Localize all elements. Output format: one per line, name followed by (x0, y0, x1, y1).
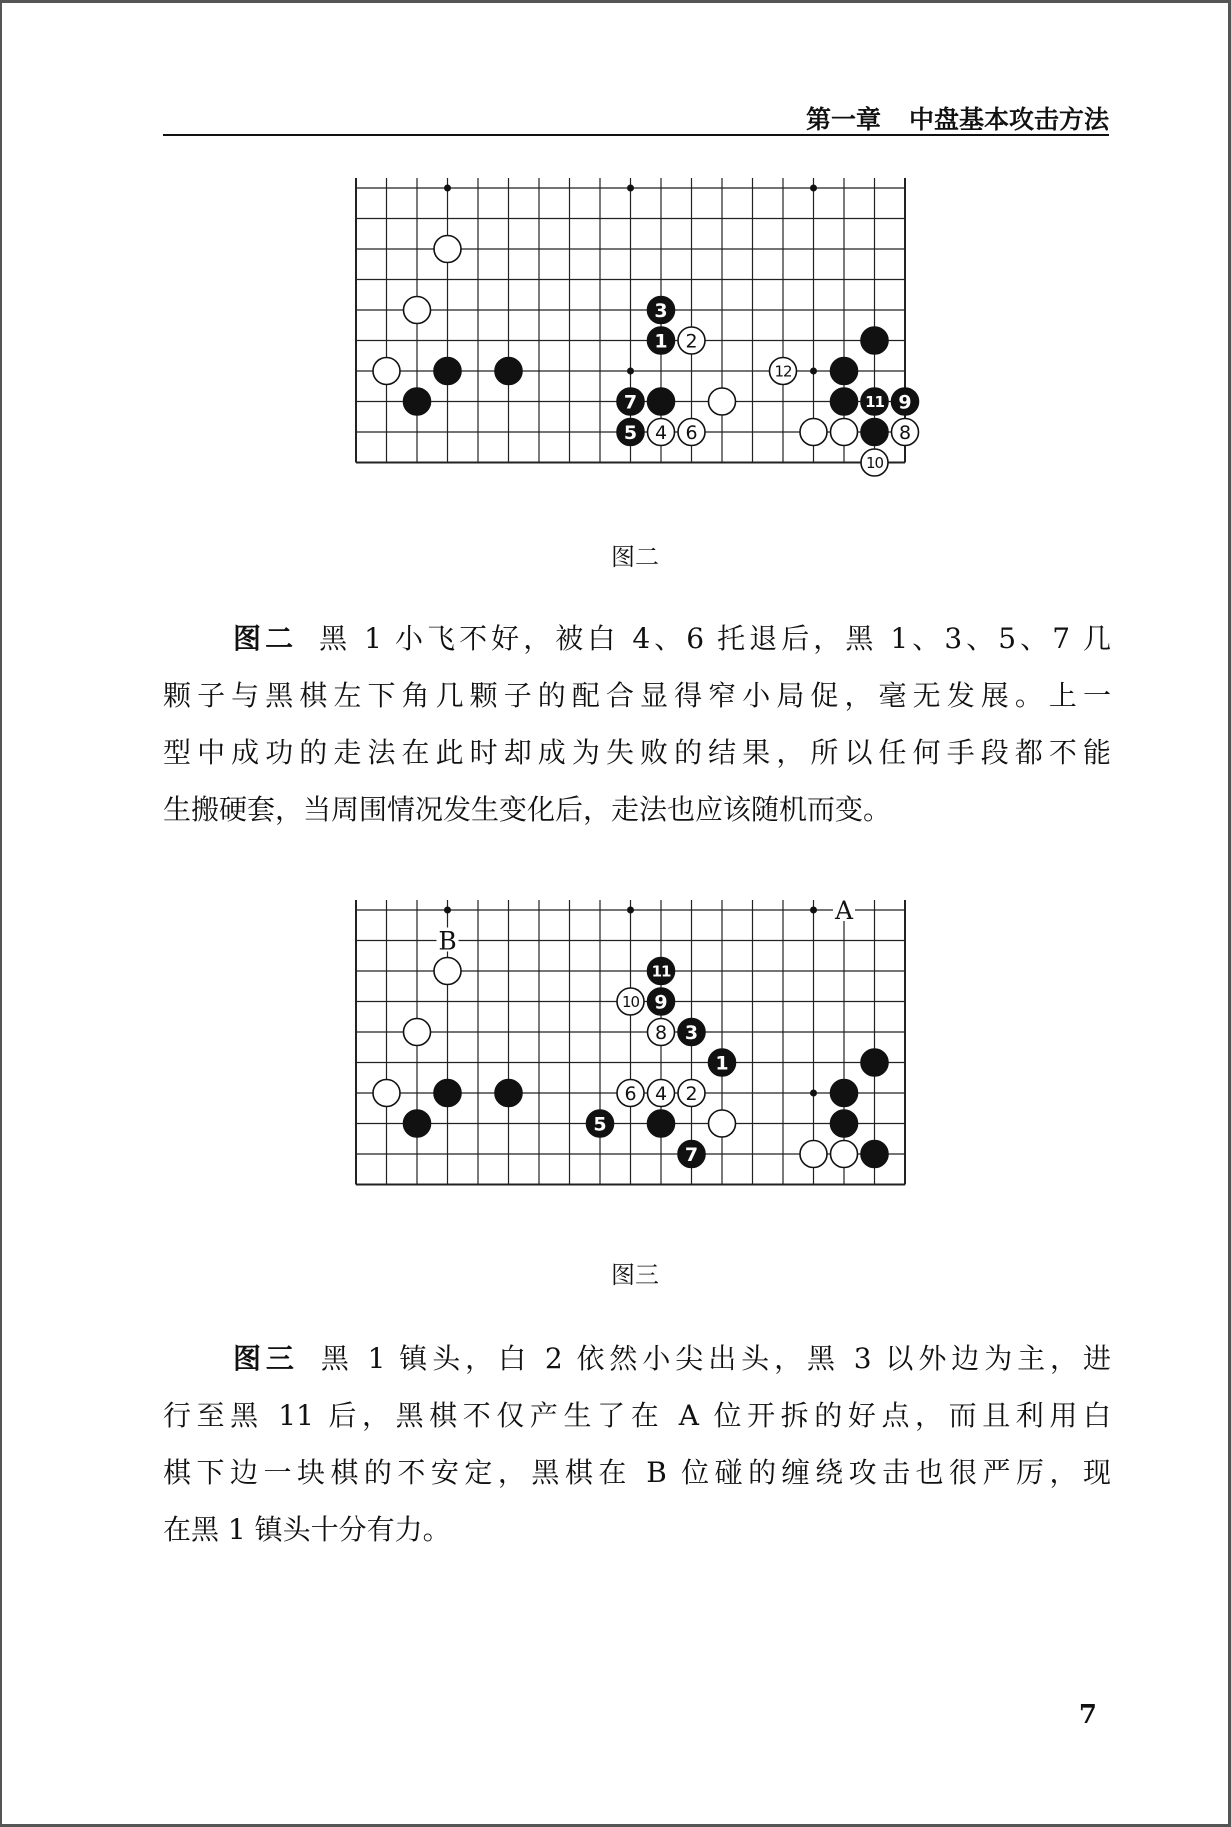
stone-body (648, 388, 675, 415)
white-stone (373, 1080, 400, 1107)
white-stone (800, 1141, 827, 1168)
move-number: 5 (623, 421, 638, 444)
black-stone (861, 1141, 888, 1168)
black-stone (678, 1141, 705, 1168)
paragraph-label: 图三 (233, 1342, 299, 1375)
running-header (163, 100, 1109, 136)
black-stone (404, 388, 431, 415)
star-point (810, 368, 817, 375)
black-stone (892, 388, 919, 415)
stone-body (861, 1049, 888, 1076)
go-diagram-figure-3 (354, 896, 914, 1200)
star-point (810, 907, 817, 914)
stone-body (831, 419, 858, 446)
move-number: 2 (685, 330, 698, 353)
stone-body (861, 419, 888, 446)
white-stone (434, 236, 461, 263)
stone-body (861, 327, 888, 354)
stone-body (434, 358, 461, 385)
white-stone (770, 358, 797, 385)
star-point (627, 185, 634, 192)
board-label: A (834, 896, 854, 925)
stone-body (404, 1019, 431, 1046)
star-point (444, 907, 451, 914)
stone-body (800, 419, 827, 446)
black-stone (495, 1080, 522, 1107)
stone-body (861, 1141, 888, 1168)
white-stone (373, 358, 400, 385)
move-number: 1 (715, 1052, 729, 1075)
stone-body (709, 388, 736, 415)
star-point (627, 907, 634, 914)
move-number: 12 (774, 362, 792, 381)
black-stone (861, 1049, 888, 1076)
white-stone (800, 419, 827, 446)
paragraph-line: 行至黑 11 后，黑棋不仅产生了在 A 位开拆的好点，而且利用白 (163, 1399, 1111, 1432)
star-point (810, 185, 817, 192)
stone-body (495, 1080, 522, 1107)
black-stone (648, 988, 675, 1015)
paragraph-line: 在黑 1 镇头十分有力。 (163, 1513, 451, 1546)
white-stone (617, 1080, 644, 1107)
move-number: 5 (593, 1113, 607, 1136)
white-stone (678, 419, 705, 446)
stone-body (831, 358, 858, 385)
black-stone (678, 1019, 705, 1046)
stone-body (404, 388, 431, 415)
white-stone (404, 1019, 431, 1046)
white-stone (709, 1110, 736, 1137)
white-stone (709, 388, 736, 415)
chapter-label: 第一章 (805, 105, 881, 134)
stone-body (648, 1110, 675, 1137)
black-stone (648, 297, 675, 324)
figure-3-caption: 图三 (611, 1261, 659, 1289)
paragraph-figure-2 (163, 610, 1111, 838)
white-stone (861, 449, 888, 476)
black-stone (861, 327, 888, 354)
stone-body (709, 1110, 736, 1137)
move-number: 11 (651, 962, 671, 981)
white-stone (648, 1080, 675, 1107)
black-stone (861, 388, 888, 415)
stone-body (373, 358, 400, 385)
paragraph-line (163, 1330, 1111, 1387)
move-number: 6 (685, 421, 698, 444)
move-number: 6 (624, 1082, 637, 1105)
move-number: 1 (654, 330, 668, 353)
star-point (627, 368, 634, 375)
black-stone (648, 958, 675, 985)
move-number: 2 (685, 1082, 698, 1105)
stone-body (404, 1110, 431, 1137)
move-number: 4 (654, 1082, 668, 1105)
stone-body (831, 388, 858, 415)
paragraph-label: 图二 (233, 622, 298, 655)
black-stone (404, 1110, 431, 1137)
black-stone (831, 1080, 858, 1107)
paragraph-line: 型中成功的走法在此时却成为失败的结果，所以任何手段都不能 (163, 736, 1111, 769)
white-stone (678, 1080, 705, 1107)
stone-body (495, 358, 522, 385)
paragraph-figure-3 (163, 1330, 1111, 1558)
move-number: 10 (621, 992, 640, 1011)
black-stone (861, 419, 888, 446)
white-stone (617, 988, 644, 1015)
white-stone (648, 1019, 675, 1046)
board-label: B (438, 926, 457, 956)
black-stone (709, 1049, 736, 1076)
stone-body (404, 297, 431, 324)
move-number: 3 (654, 299, 668, 322)
move-number: 10 (865, 453, 884, 472)
white-stone (678, 327, 705, 354)
white-stone (892, 419, 919, 446)
black-stone (648, 388, 675, 415)
paragraph-text: 黑 1 镇头，白 2 依然小尖出头，黑 3 以外边为主，进 (320, 1342, 1111, 1375)
paragraph-line: 生搬硬套，当周围情况发生变化后，走法也应该随机而变。 (163, 793, 892, 826)
black-stone (831, 358, 858, 385)
move-number: 3 (684, 1021, 699, 1044)
white-stone (404, 297, 431, 324)
white-stone (831, 419, 858, 446)
black-stone (434, 358, 461, 385)
move-number: 8 (654, 1021, 668, 1044)
page-number: 7 (1078, 1700, 1097, 1730)
black-stone (617, 388, 644, 415)
black-stone (495, 358, 522, 385)
black-stone (831, 388, 858, 415)
white-stone (434, 958, 461, 985)
black-stone (648, 327, 675, 354)
stone-body (800, 1141, 827, 1168)
black-stone (831, 1110, 858, 1137)
paragraph-line: 棋下边一块棋的不安定，黑棋在 B 位碰的缠绕攻击也很严厉，现 (163, 1456, 1111, 1489)
black-stone (587, 1110, 614, 1137)
move-number: 4 (654, 421, 668, 444)
move-number: 7 (623, 391, 638, 414)
star-point (810, 1090, 817, 1097)
move-number: 9 (654, 991, 668, 1014)
star-point (444, 185, 451, 192)
stone-body (831, 1080, 858, 1107)
paragraph-text: 黑 1 小飞不好，被白 4、6 托退后，黑 1、3、5、7 几 (319, 622, 1111, 655)
stone-body (434, 1080, 461, 1107)
move-number: 7 (684, 1143, 699, 1166)
white-stone (831, 1141, 858, 1168)
move-number: 8 (898, 421, 912, 444)
white-stone (648, 419, 675, 446)
black-stone (648, 1110, 675, 1137)
chapter-title: 中盘基本攻击方法 (908, 105, 1109, 134)
stone-body (434, 236, 461, 263)
stone-body (831, 1110, 858, 1137)
black-stone (434, 1080, 461, 1107)
stone-body (831, 1141, 858, 1168)
move-number: 11 (865, 392, 884, 411)
move-number: 9 (898, 391, 912, 414)
stone-body (373, 1080, 400, 1107)
figure-2-caption: 图二 (611, 543, 659, 571)
go-diagram-figure-2 (354, 178, 914, 498)
paragraph-line: 颗子与黑棋左下角几颗子的配合显得窄小局促，毫无发展。上一 (163, 679, 1111, 712)
black-stone (617, 419, 644, 446)
paragraph-line (163, 610, 1111, 667)
stone-body (434, 958, 461, 985)
